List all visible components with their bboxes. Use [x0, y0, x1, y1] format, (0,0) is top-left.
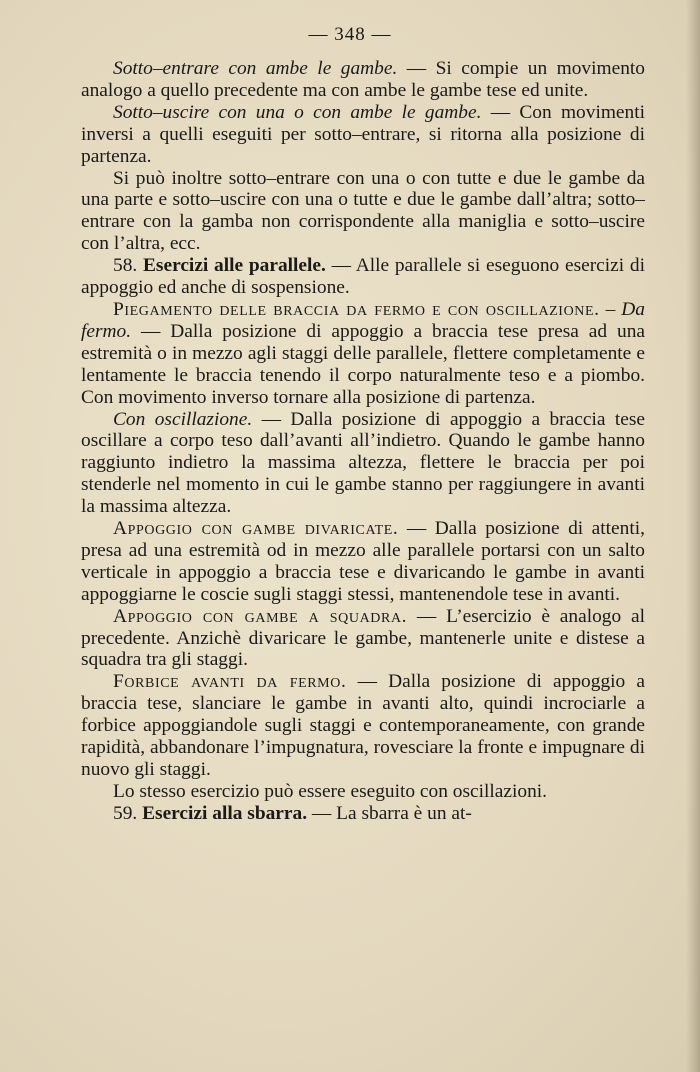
paragraph-sotto-entrare — [81, 58, 645, 102]
page-edge-shadow — [686, 0, 700, 1072]
exercise-title: Sotto–entrare con ambe le gambe. — [113, 58, 398, 79]
page-number: — 348 — — [308, 24, 392, 45]
paragraph-text: — Si compie un movimento analogo a quello precedente ma con ambe le gambe tese ed unite. — [81, 58, 645, 101]
paragraph-piegamento — [81, 299, 645, 409]
paragraph-text: Si può inoltre sotto–entrare con una o con tutte e due le gambe da una parte e sotto–uscire con una o tutte e due le gambe dall’altra; sotto–entrare con la gamba non corrispondente alla maniglia e sotto–uscire con l’altra, ecc. — [81, 167, 645, 255]
paragraph-text: — Con movimenti inversi a quelli eseguiti per sotto–entrare, si ritorna alla posizione di partenza. — [81, 101, 645, 167]
section-number: 58. — [113, 255, 143, 277]
paragraph-text: — Dalla posizione di appoggio a braccia tese presa ad una estremità o in mezzo agli staggi delle parallele, flettere completamente e lentamente le braccia tenendo il corpo naturalmente teso e a piombo. Con movimento inverso tornare alla posizione di partenza. — [81, 320, 645, 408]
exercise-heading: Appoggio con gambe divaricate. — [113, 518, 399, 540]
paragraph-con-oscillazione — [81, 409, 645, 519]
paragraph-text: — La sbarra è un at- — [307, 802, 472, 824]
exercise-heading: Forbice avanti da fermo. — [113, 671, 347, 693]
section-58-parallele — [81, 255, 645, 299]
separator: – — [599, 298, 622, 320]
paragraph-text: — Dalla posizione di attenti, presa ad una estremità od in mezzo alle parallele portarsi con un salto verticale in appoggio a braccia tese e divaricando le gambe in avanti appoggiarne le coscie sugli staggi stessi, mantenendole tese in avanti. — [81, 518, 645, 605]
section-title: Esercizi alla sbarra. — [142, 802, 308, 824]
exercise-subtitle: Da fermo. — [81, 298, 645, 342]
section-number: 59. — [113, 802, 143, 824]
exercise-subtitle: Con oscillazione. — [113, 408, 253, 430]
paragraph-text: — L’esercizio è analogo al precedente. Anzichè divaricare le gambe, mantenerle unite e distese a squadra tra gli staggi. — [81, 605, 645, 671]
paragraph-forbice — [81, 671, 645, 781]
section-59-sbarra — [81, 803, 645, 825]
exercise-title: Sotto–uscire con una o con ambe le gambe. — [113, 101, 482, 123]
paragraph-variants — [81, 168, 645, 256]
paragraph-text: Lo stesso esercizio può essere eseguito con oscillazioni. — [113, 780, 548, 802]
section-title: Esercizi alle parallele. — [142, 255, 326, 277]
paragraph-oscillazioni — [81, 781, 645, 803]
paragraph-gambe-divaricate — [81, 518, 645, 606]
paragraph-text: — Dalla posizione di appoggio a braccia tese oscillare a corpo teso dall’avanti all’indietro. Quando le gambe hanno raggiunto indietro la massima altezza, flettere le braccia per poi stenderle nel momento in cui le gambe stanno per raggiungere in avanti la massima altezza. — [81, 408, 645, 518]
paragraph-sotto-uscire — [81, 102, 645, 168]
page-body — [81, 58, 645, 825]
paragraph-gambe-squadra — [81, 606, 645, 672]
paragraph-text: — Alle parallele si eseguono esercizi di appoggio ed anche di sospensione. — [81, 255, 645, 299]
paragraph-text: — Dalla posizione di appoggio a braccia tese, slanciare le gambe in avanti alto, quindi incrociarle a forbice appoggiandole sugli staggi e contemporaneamente, con grande rapidità, abbandonare l’impugnatura, rovesciare la fronte e impugnare di nuovo gli staggi. — [81, 671, 646, 780]
exercise-heading: Piegamento delle braccia da fermo e con oscillazione. — [113, 298, 600, 320]
exercise-heading: Appoggio con gambe a squadra. — [113, 605, 408, 627]
